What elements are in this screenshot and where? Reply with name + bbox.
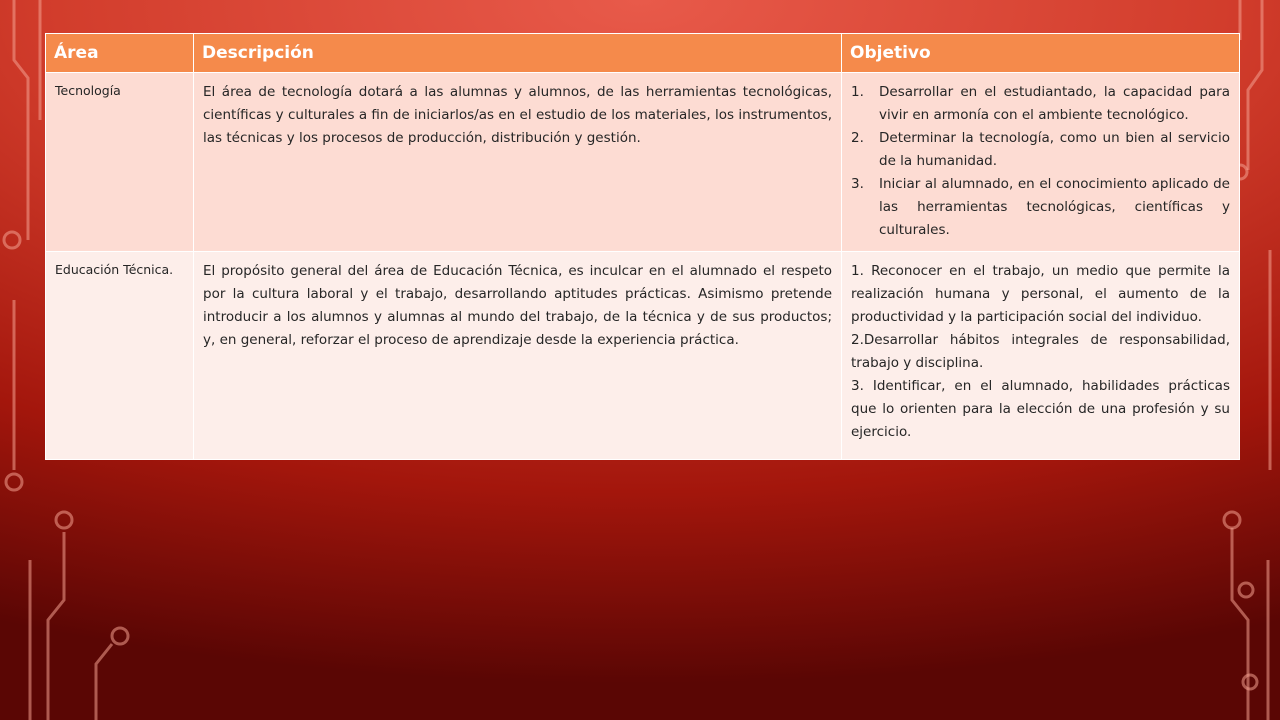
table-header-row [46,34,1240,73]
objective-number: 2. [851,130,864,146]
objective-paragraph: 2.Desarrollar hábitos integrales de responsabilidad, trabajo y disciplina. [851,332,1230,371]
objective-number: 3. [851,176,864,192]
objective-paragraph: 3. Identificar, en el alumnado, habilidades prácticas que lo orienten para la elección de una profesión y su ejercicio. [851,378,1230,440]
objective-item [851,127,1230,173]
description-cell: El área de tecnología dotará a las alumnas y alumnos, de las herramientas tecnológicas, científicas y culturales a fin de iniciarlos/as en el estudio de los materiales, los instrumentos, las técnicas y los procesos de producción, distribución y gestión. [194,73,842,252]
objective-item [851,81,1230,127]
table-row [46,73,1240,252]
header-descripcion: Descripción [194,34,842,73]
header-area: Área [46,34,194,73]
objective-text: Determinar la tecnología, como un bien al servicio de la humanidad. [879,130,1230,169]
area-cell: Tecnología [46,73,194,252]
objective-cell [842,73,1240,252]
objective-text: Iniciar al alumnado, en el conocimiento aplicado de las herramientas tecnológicas, científicas y culturales. [879,176,1230,238]
objective-list [851,81,1230,242]
description-cell: El propósito general del área de Educación Técnica, es inculcar en el alumnado el respeto por la cultura laboral y el trabajo, desarrollando aptitudes prácticas. Asimismo pretende introducir a los alumnos y alumnas al mundo del trabajo, de la técnica y de sus productos; y, en general, reforzar el proceso de aprendizaje desde la experiencia práctica. [194,252,842,460]
objective-text: Desarrollar en el estudiantado, la capacidad para vivir en armonía con el ambiente tecnológico. [879,84,1230,123]
objective-cell [842,252,1240,460]
objective-number: 1. [851,84,864,100]
area-cell: Educación Técnica. [46,252,194,460]
header-objetivo: Objetivo [842,34,1240,73]
objectives-table [45,33,1240,460]
objective-item [851,173,1230,242]
table-row [46,252,1240,460]
objective-paragraph: 1. Reconocer en el trabajo, un medio que permite la realización humana y personal, el aumento de la productividad y la participación social del individuo. [851,263,1230,325]
